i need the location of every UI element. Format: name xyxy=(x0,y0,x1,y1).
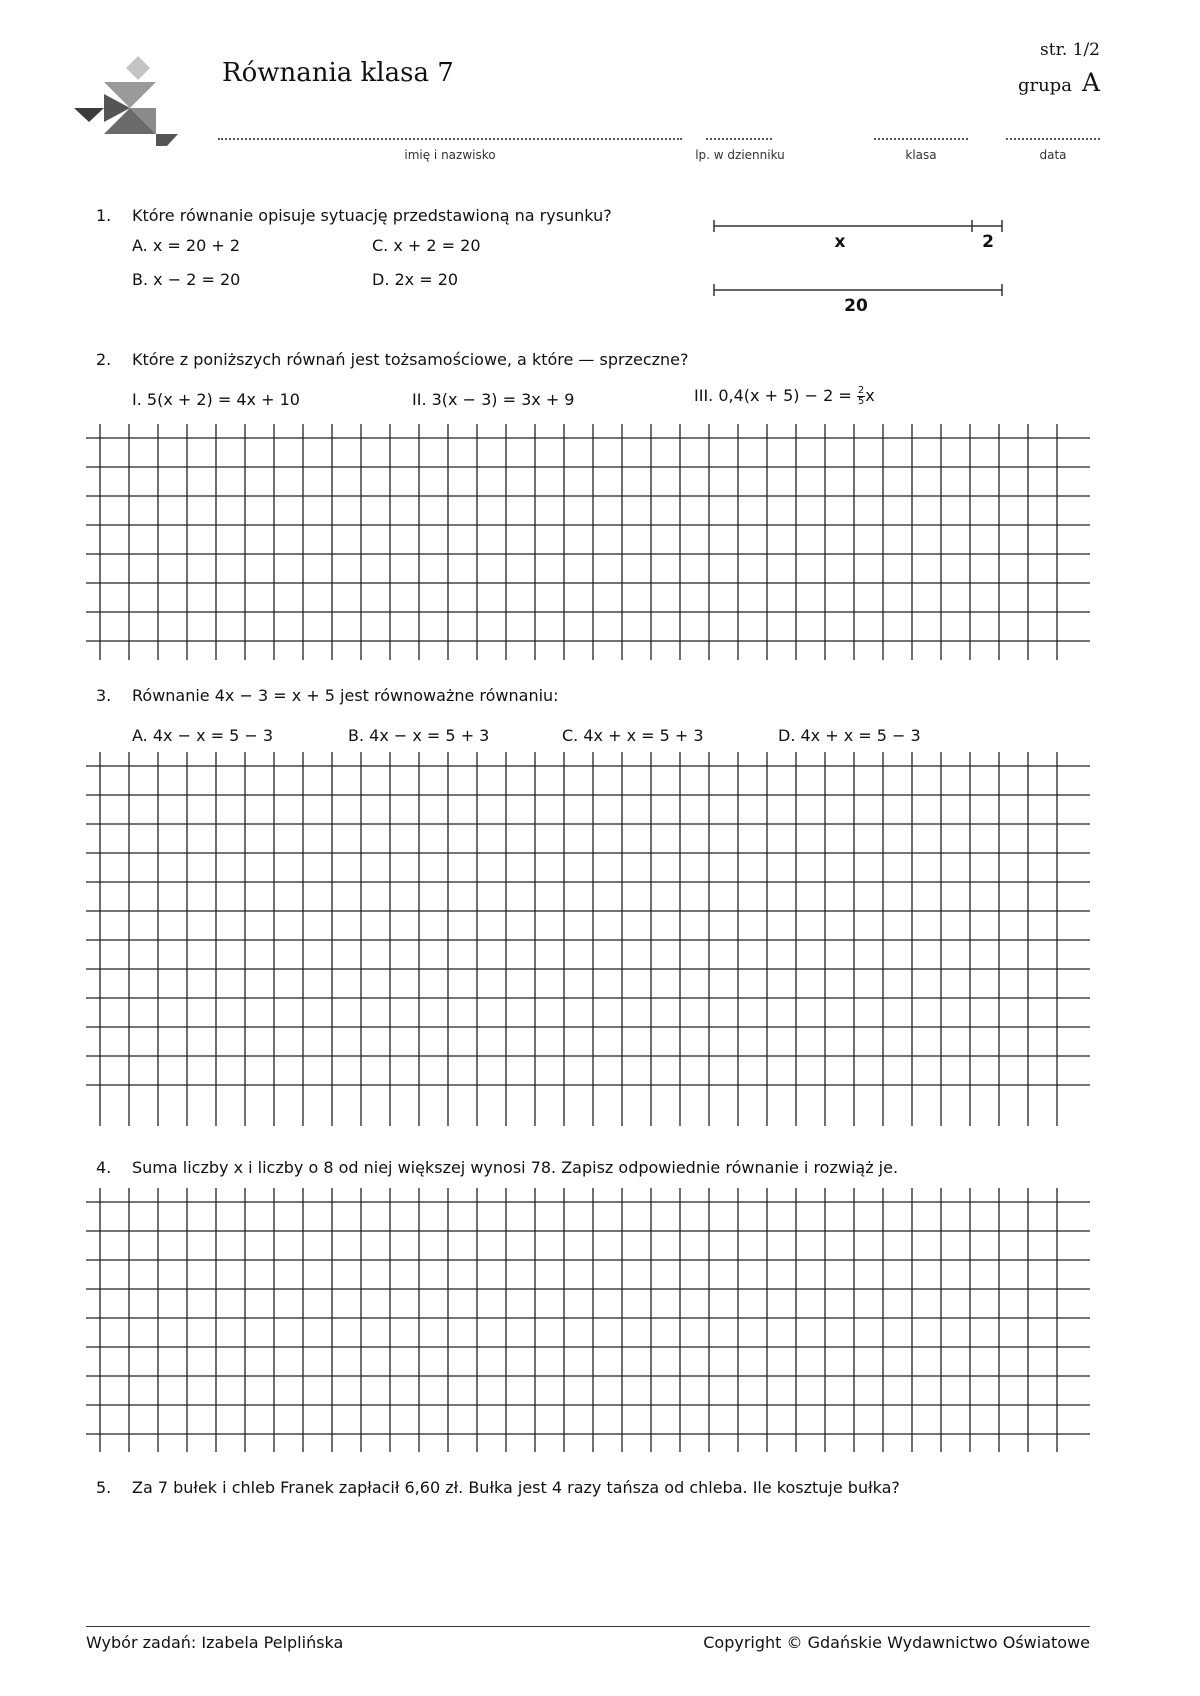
question-3-option-d[interactable]: D. 4x + x = 5 − 3 xyxy=(778,726,921,745)
question-2-text: Które z poniższych równań jest tożsamościowe, a które — sprzeczne? xyxy=(132,350,689,369)
footer-author: Wybór zadań: Izabela Pelplińska xyxy=(86,1633,344,1652)
answer-grid-4[interactable] xyxy=(86,1188,1090,1452)
publisher-logo xyxy=(74,54,184,146)
answer-grid-3[interactable] xyxy=(86,752,1090,1126)
question-3-option-c[interactable]: C. 4x + x = 5 + 3 xyxy=(562,726,704,745)
question-1-number: 1. xyxy=(96,206,112,225)
group-indicator xyxy=(1018,68,1100,97)
question-1-option-d[interactable]: D. 2x = 20 xyxy=(372,270,459,289)
question-2-equation-ii: II. 3(x − 3) = 3x + 9 xyxy=(412,390,575,409)
equation-iii-tail: x xyxy=(865,386,875,405)
footer-divider xyxy=(86,1626,1090,1627)
segment-label-20: 20 xyxy=(844,296,868,316)
group-label: grupa xyxy=(1017,75,1072,96)
question-3-text: Równanie 4x − 3 = x + 5 jest równoważne równaniu: xyxy=(132,686,559,705)
page-number: str. 1/2 xyxy=(1040,40,1100,60)
question-5-text: Za 7 bułek i chleb Franek zapłacił 6,60 zł. Bułka jest 4 razy tańsza od chleba. Ile kosztuje bułka? xyxy=(132,1478,900,1497)
fraction-two-fifths xyxy=(857,386,865,407)
question-1-option-a[interactable]: A. x = 20 + 2 xyxy=(132,236,240,255)
answer-grid-2[interactable] xyxy=(86,424,1090,660)
date-field-label: data xyxy=(1039,148,1067,162)
number-field-label: lp. w dzienniku xyxy=(695,148,785,162)
group-letter: A xyxy=(1081,68,1100,97)
date-field-line[interactable] xyxy=(1006,138,1100,140)
footer-copyright: Copyright © Gdańskie Wydawnictwo Oświatowe xyxy=(703,1633,1090,1652)
question-3-number: 3. xyxy=(96,686,112,705)
name-field-line[interactable] xyxy=(218,138,682,140)
page-title: Równania klasa 7 xyxy=(222,58,454,88)
class-field-label: klasa xyxy=(905,148,937,162)
question-2-equation-i: I. 5(x + 2) = 4x + 10 xyxy=(132,390,300,409)
question-4-number: 4. xyxy=(96,1158,112,1177)
question-5-number: 5. xyxy=(96,1478,112,1497)
fraction-numerator: 2 xyxy=(857,385,865,396)
name-field-label: imię i nazwisko xyxy=(404,148,496,162)
number-field-line[interactable] xyxy=(706,138,772,140)
segment-label-2: 2 xyxy=(982,232,994,252)
question-3-option-a[interactable]: A. 4x − x = 5 − 3 xyxy=(132,726,274,745)
equation-iii-left: III. 0,4(x + 5) − 2 = xyxy=(694,386,852,405)
question-1-option-c[interactable]: C. x + 2 = 20 xyxy=(372,236,481,255)
question-2-number: 2. xyxy=(96,350,112,369)
question-3-option-b[interactable]: B. 4x − x = 5 + 3 xyxy=(348,726,490,745)
question-4-text: Suma liczby x i liczby o 8 od niej większej wynosi 78. Zapisz odpowiednie równanie i rozwiąż je. xyxy=(132,1158,899,1177)
class-field-line[interactable] xyxy=(874,138,968,140)
segment-label-x: x xyxy=(834,232,846,252)
question-1-text: Które równanie opisuje sytuację przedstawioną na rysunku? xyxy=(132,206,612,225)
question-2-equation-iii xyxy=(694,386,875,407)
question-1-option-b[interactable]: B. x − 2 = 20 xyxy=(132,270,241,289)
fraction-denominator: 5 xyxy=(857,396,865,407)
